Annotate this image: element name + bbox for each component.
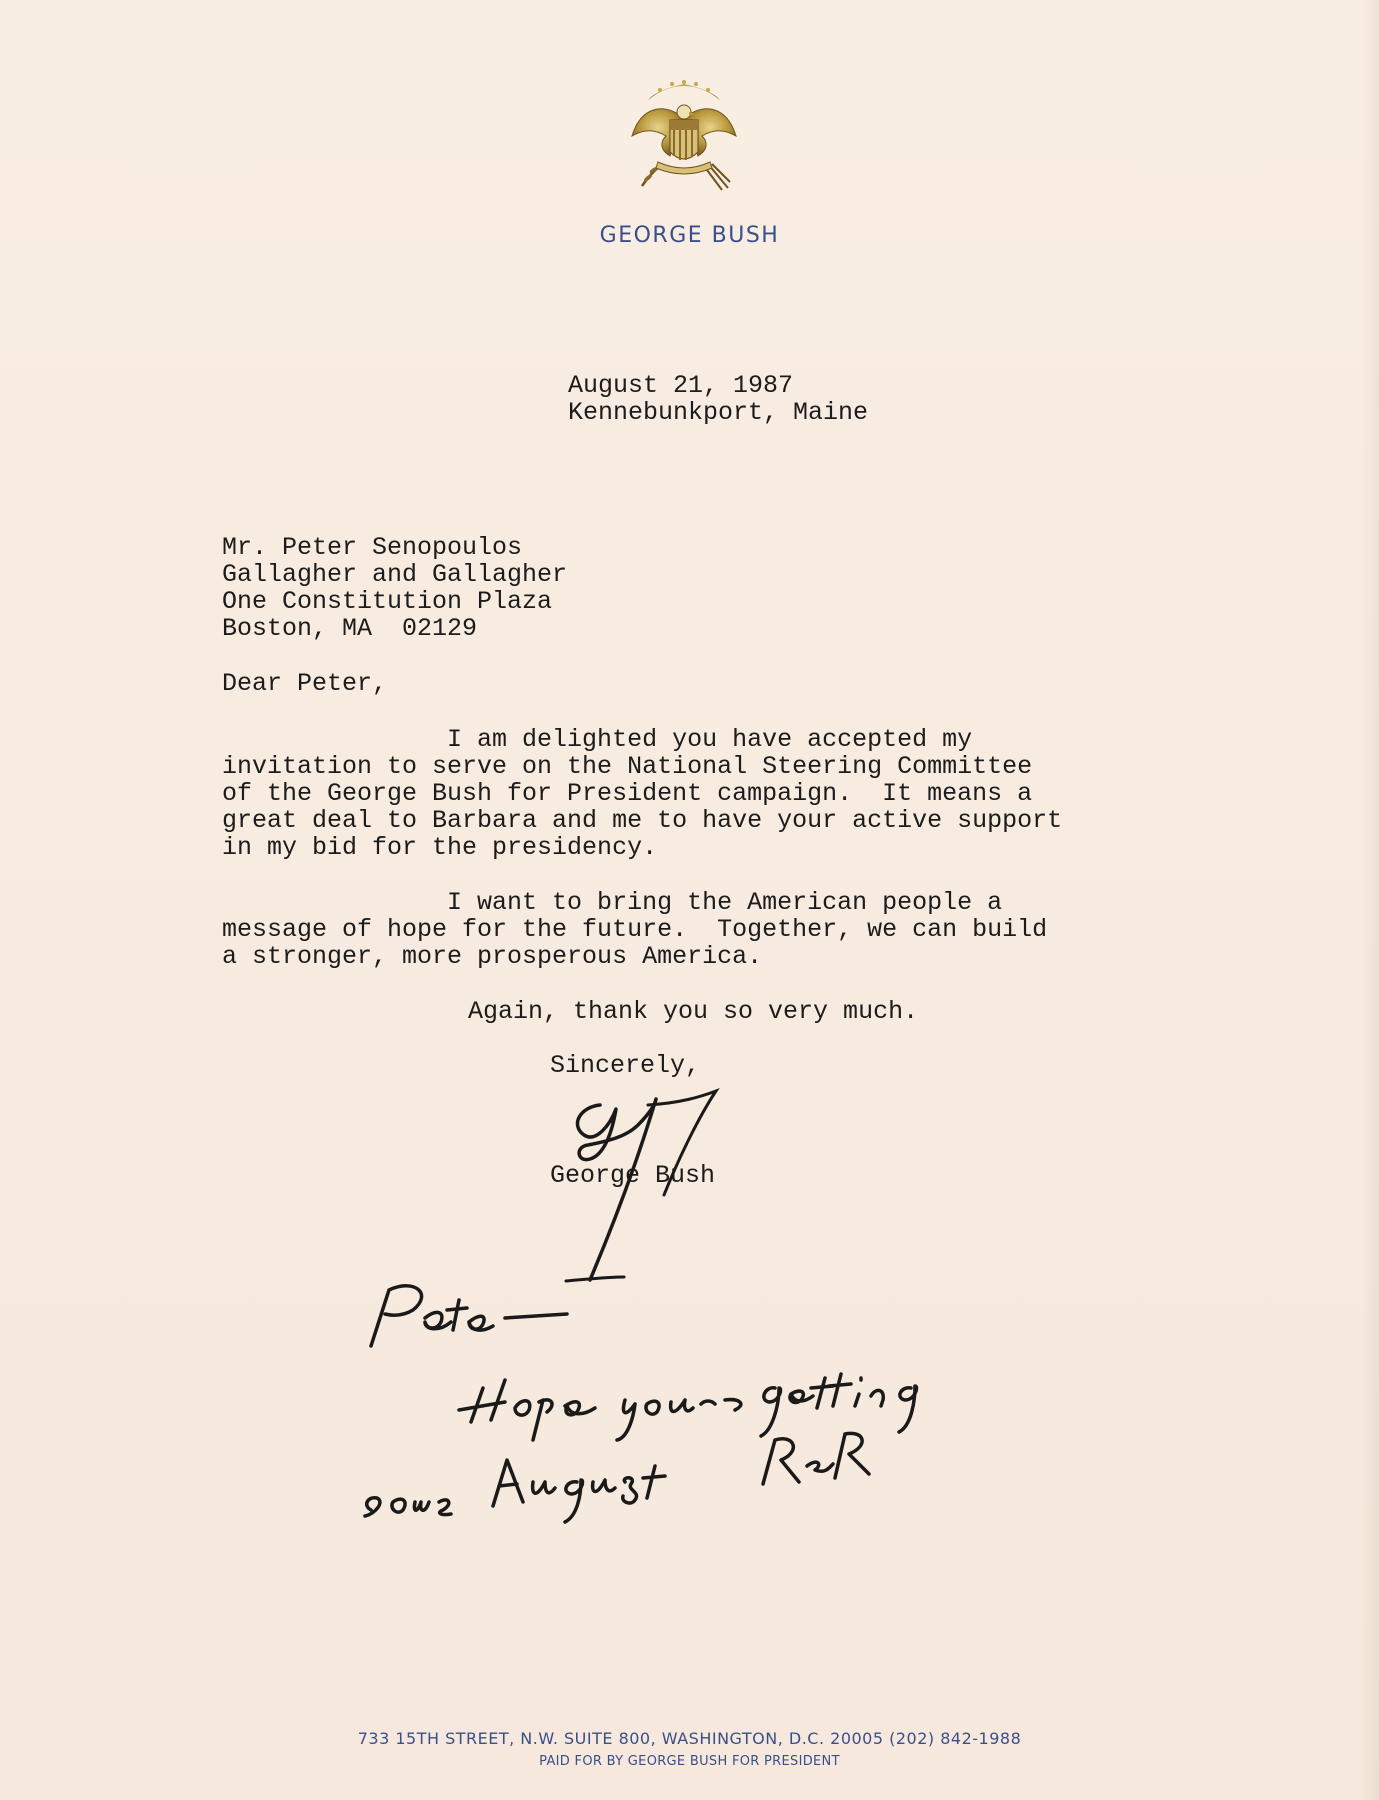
salutation: Dear Peter,	[222, 669, 388, 698]
date-line: August 21, 1987 Kennebunkport, Maine	[568, 371, 869, 427]
valediction: Sincerely,	[550, 1051, 701, 1080]
body-paragraph-2: I want to bring the American people a message of hope for the future. Together, we can build a stronger, more prosperous America.	[222, 888, 1048, 971]
handwritten-note	[355, 1270, 1095, 1570]
closing-line: Again, thank you so very much.	[468, 997, 919, 1026]
paper-edge-shadow	[1361, 0, 1379, 1800]
recipient-address: Mr. Peter Senopoulos Gallagher and Gallagher One Constitution Plaza Boston, MA 02129	[222, 533, 568, 643]
typed-signature-name: George Bush	[550, 1161, 716, 1190]
body-paragraph-1: I am delighted you have accepted my invitation to serve on the National Steering Committee of the George Bush for President campaign. It means a great deal to Barbara and me to have your active support in my bid for the presidency.	[222, 725, 1063, 862]
eagle-seal-icon	[620, 70, 748, 198]
footer-address: 733 15TH STREET, N.W. SUITE 800, WASHINGTON, D.C. 20005 (202) 842-1988	[357, 1729, 1022, 1748]
footer-paid-for: PAID FOR BY GEORGE BUSH FOR PRESIDENT	[539, 1754, 840, 1769]
letterhead-name: GEORGE BUSH	[599, 223, 780, 248]
